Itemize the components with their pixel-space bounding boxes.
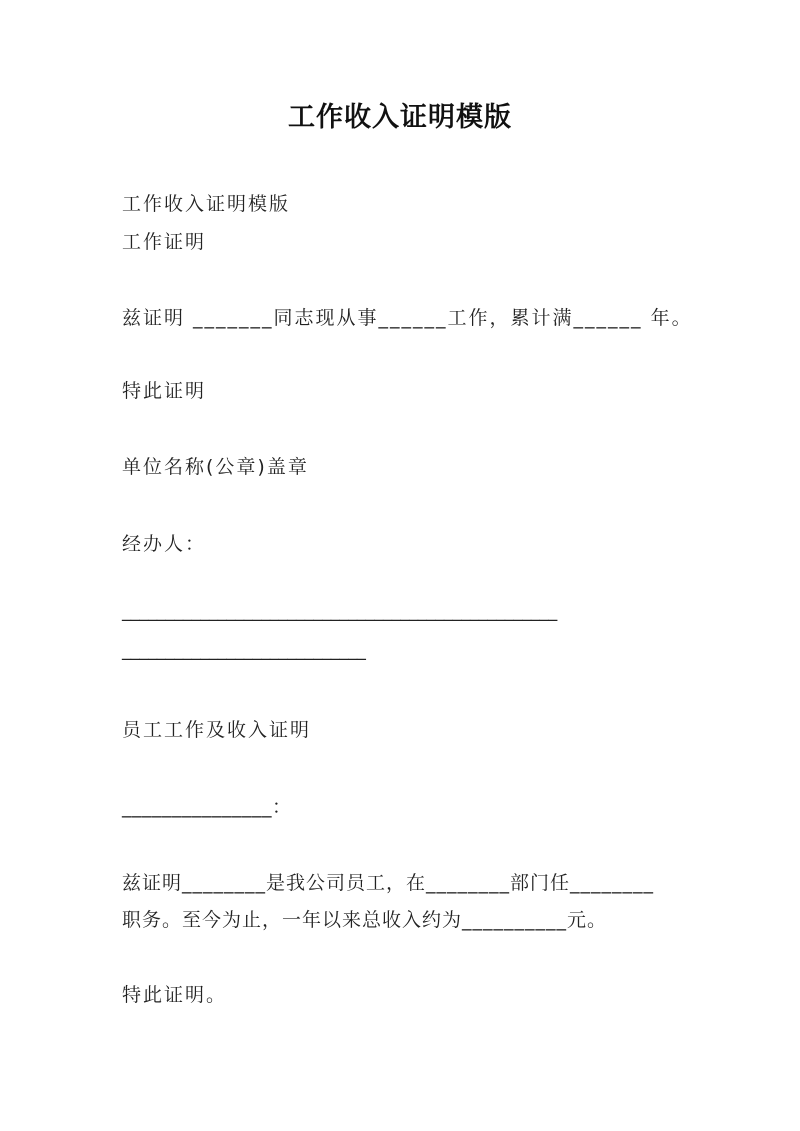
section2-body-line-2: 职务。至今为止，一年以来总收入约为__________元。 <box>122 909 608 931</box>
document-subtitle: 工作收入证明模版 <box>122 193 291 215</box>
section2-heading: 员工工作及收入证明 <box>122 719 312 741</box>
separator-line-2: ____________________________ <box>122 640 366 661</box>
page-title: 工作收入证明模版 <box>288 102 512 133</box>
salutation-line: _______________： <box>122 796 292 818</box>
section2-closing: 特此证明。 <box>122 984 228 1006</box>
handler-line: 经办人： <box>122 533 207 555</box>
seal-line: 单位名称(公章)盖章 <box>122 456 309 478</box>
section1-closing: 特此证明 <box>122 380 207 402</box>
section1-heading: 工作证明 <box>122 231 207 253</box>
separator-line-1: __________________________________________________ <box>122 601 558 622</box>
section2-body-line-1: 兹证明________是我公司员工，在________部门任________ <box>122 872 655 894</box>
section1-body: 兹证明 _______同志现从事______工作，累计满______ 年。 <box>122 307 693 329</box>
